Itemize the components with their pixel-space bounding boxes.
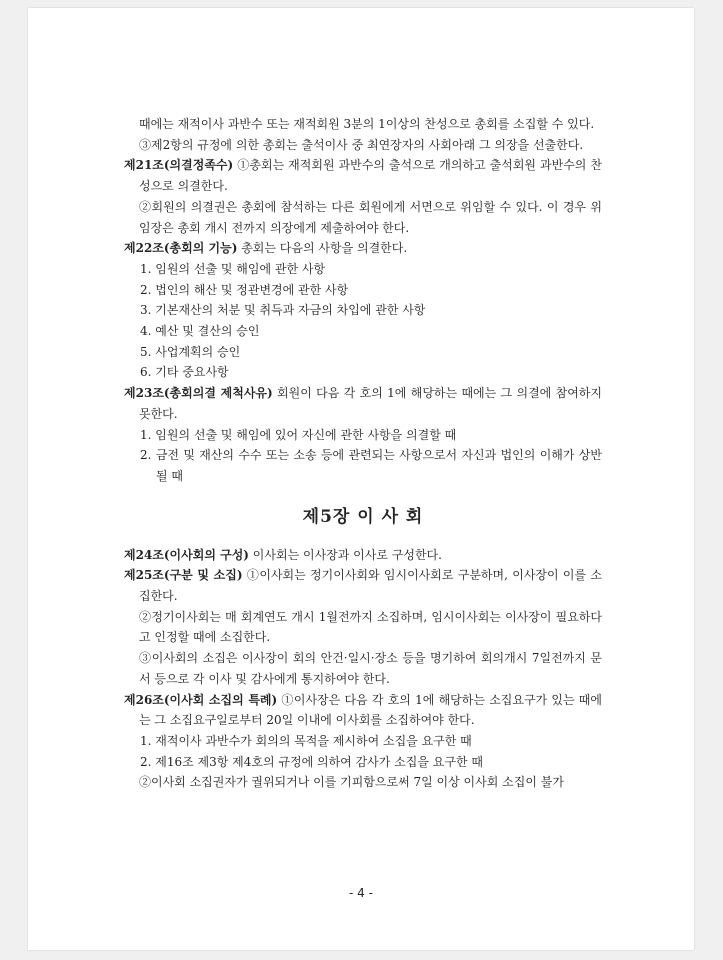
list-item: 2. 법인의 해산 및 정관변경에 관한 사항 [140, 282, 349, 297]
article-text: 총회는 다음의 사항을 의결한다. [237, 241, 408, 256]
article-text: ①이사회는 정기이사회와 임시이사회로 구분하며, 이사장이 이를 소집한다. [139, 568, 602, 604]
article-title: 제23조(총회의결 제척사유) [124, 386, 273, 401]
article-title: 제22조(총회의 기능) [124, 241, 238, 256]
article-title: 제21조(의결정족수) [124, 158, 234, 173]
article-title: 제24조(이사회의 구성) [124, 547, 249, 562]
article-text: ①이사장은 다음 각 호의 1에 해당하는 소집요구가 있는 때에는 그 소집요구일로부터 20일 이내에 이사회를 소집하여야 한다. [139, 692, 602, 728]
article-text: ①총회는 재적회원 과반수의 출석으로 개의하고 출석회원 과반수의 찬성으로 의결한다. [139, 158, 602, 194]
chapter-heading: 제5장 이 사 회 [302, 506, 424, 527]
document-page [28, 8, 694, 950]
list-item: 6. 기타 중요사항 [140, 365, 229, 380]
list-item: 2. 제16조 제3항 제4호의 규정에 의하여 감사가 소집을 요구한 때 [140, 754, 483, 769]
article-24 [124, 545, 602, 566]
list-item: 5. 사업계획의 승인 [140, 344, 241, 359]
article-text: 회원이 다음 각 호의 1에 해당하는 때에는 그 의결에 참여하지 못한다. [139, 386, 602, 421]
article-text: 이사회는 이사장과 이사로 구성한다. [248, 547, 442, 562]
page-number: - 4 - [349, 886, 373, 900]
list-item: 1. 임원의 선출 및 해임에 관한 사항 [140, 261, 326, 276]
paragraph: 때에는 재적이사 과반수 또는 재적회원 3분의 1이상의 찬성으로 총회를 소집할 수 있다. [139, 117, 595, 131]
paragraph: ③이사회의 소집은 이사장이 회의 안건·일시·장소 등을 명기하여 회의개시 7일전까지 문서 등으로 각 이사 및 감사에게 통지하여야 한다. [139, 651, 602, 686]
article-title: 제25조(구분 및 소집) [124, 568, 243, 583]
article-21 [124, 155, 602, 196]
list-item: 1. 재적이사 과반수가 회의의 목적을 제시하여 소집을 요구한 때 [140, 733, 472, 748]
article-26 [124, 690, 602, 731]
article-title: 제26조(이사회 소집의 특례) [124, 692, 278, 707]
article-23 [124, 383, 602, 424]
paragraph: ②이사회 소집권자가 궐위되거나 이를 기피함으로써 7일 이상 이사회 소집이 불가 [139, 775, 564, 790]
paragraph: ③제2항의 규정에 의한 총회는 출석이사 중 최연장자의 사회아래 그 의장을 선출한다. [139, 137, 584, 152]
list-item: 3. 기본재산의 처분 및 취득과 자금의 차입에 관한 사항 [140, 303, 426, 318]
list-item: 4. 예산 및 결산의 승인 [140, 324, 260, 339]
paragraph: ②정기이사회는 매 회계연도 개시 1월전까지 소집하며, 임시이사회는 이사장이 필요하다고 인정할 때에 소집한다. [139, 609, 602, 645]
page-body [124, 114, 602, 793]
paragraph: ②회원의 의결권은 총회에 참석하는 다른 회원에게 서면으로 위임할 수 있다. 이 경우 위임장은 총회 개시 전까지 의장에게 제출하여야 한다. [139, 199, 602, 235]
article-25 [124, 565, 602, 606]
article-22 [124, 238, 602, 259]
list-item: 2. 금전 및 재산의 수수 또는 소송 등에 관련되는 사항으로서 자신과 법인의 이해가 상반될 때 [140, 448, 602, 483]
list-item: 1. 임원의 선출 및 해임에 있어 자신에 관한 사항을 의결할 때 [140, 427, 457, 442]
